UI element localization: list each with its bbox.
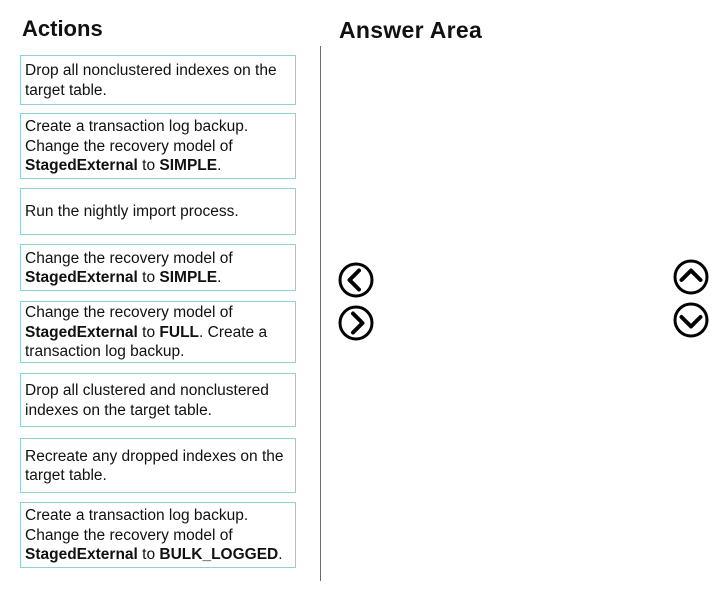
action-text [25, 447, 290, 486]
action-keyword: SIMPLE [159, 269, 218, 286]
up-arrow-icon [673, 259, 709, 295]
action-text-run: to [137, 157, 160, 175]
actions-heading: Actions [22, 16, 103, 41]
action-keyword: BULK_LOGGED [159, 546, 279, 564]
action-text-run: to [137, 546, 160, 564]
action-text-run: Create a transaction log backup. Change the recovery model of [25, 118, 249, 155]
action-text [25, 117, 290, 176]
action-item-1[interactable] [20, 55, 296, 105]
action-keyword: StagedExternal [25, 157, 138, 175]
action-text-run: Run the nightly import process. [25, 203, 239, 221]
action-text [25, 249, 290, 288]
action-text [25, 61, 290, 100]
action-text [25, 303, 290, 362]
action-text-run: to [137, 269, 160, 286]
move-up-button[interactable] [673, 259, 709, 295]
right-arrow-icon [338, 305, 374, 341]
action-keyword: StagedExternal [25, 546, 138, 564]
action-keyword: SIMPLE [159, 157, 218, 175]
action-text-run: . [217, 157, 222, 175]
action-text-run: Change the recovery model of [25, 249, 233, 267]
action-text [25, 202, 239, 222]
action-keyword: StagedExternal [25, 269, 138, 286]
action-text-run: Drop all nonclustered indexes on the target table. [25, 62, 277, 99]
action-text-run: Change the recovery model of [25, 304, 233, 322]
action-keyword: FULL [159, 323, 200, 341]
action-text [25, 506, 290, 565]
action-item-6[interactable] [20, 373, 296, 427]
action-item-4[interactable] [20, 244, 296, 291]
action-text [25, 381, 290, 420]
action-text-run: Create a transaction log backup. Change the recovery model of [25, 507, 249, 544]
action-text-run: Recreate any dropped indexes on the target table. [25, 447, 284, 484]
answer-area-heading: Answer Area [339, 17, 483, 43]
action-item-8[interactable] [20, 502, 296, 568]
move-right-button[interactable] [338, 305, 374, 341]
move-down-button[interactable] [673, 302, 709, 338]
left-arrow-icon [338, 262, 374, 298]
move-left-button[interactable] [338, 262, 374, 298]
action-item-2[interactable] [20, 113, 296, 179]
panel-divider [320, 46, 321, 581]
action-text-run: . Create a transaction log backup. [25, 323, 268, 361]
action-text-run: to [137, 323, 160, 341]
action-item-3[interactable] [20, 188, 296, 235]
action-text-run: . [217, 269, 222, 286]
action-keyword: StagedExternal [25, 323, 138, 341]
action-item-7[interactable] [20, 438, 296, 493]
down-arrow-icon [673, 302, 709, 338]
action-item-5[interactable] [20, 301, 296, 363]
action-text-run: . [278, 546, 283, 564]
action-text-run: Drop all clustered and nonclustered indexes on the target table. [25, 382, 269, 419]
